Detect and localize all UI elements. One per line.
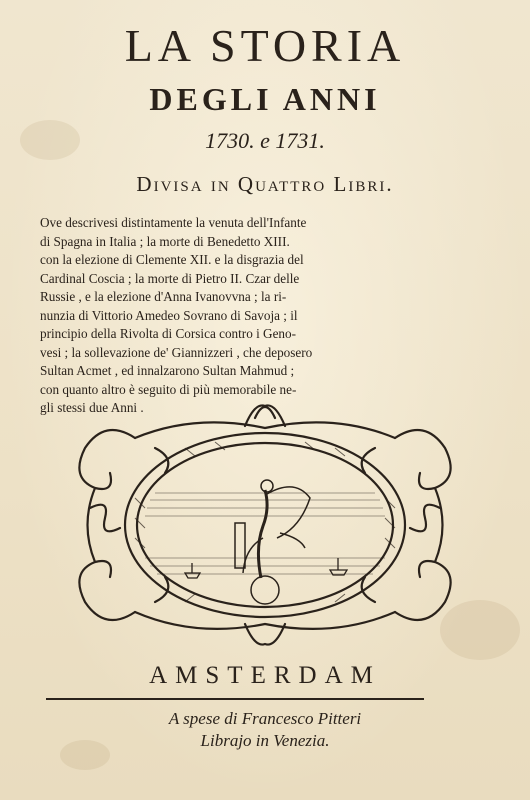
imprint-publisher: A spese di Francesco Pitteri — [168, 709, 362, 728]
summary-line: Russie , e la elezione d'Anna Ivanovvna ; la ri- — [40, 289, 287, 304]
summary-line: di Spagna in Italia ; la morte di Benedetto XIII. — [40, 233, 290, 249]
years-line: 1730. e 1731. — [205, 128, 325, 153]
divider-rule — [46, 698, 424, 700]
summary-line: Cardinal Coscia ; la morte di Pietro II. Czar delle — [40, 270, 300, 286]
printer-device-woodcut-icon — [65, 398, 465, 652]
summary-line: nunzia di Vittorio Amedeo Sovrano di Savoja ; il — [40, 307, 298, 323]
imprint-bookseller: Librajo in Venezia. — [200, 731, 330, 750]
summary-line: con la elezione di Clemente XII. e la disgrazia del — [40, 252, 304, 267]
imprint-city: AMSTERDAM — [149, 662, 381, 689]
summary-line: principio della Rivolta di Corsica contro i Geno- — [40, 326, 296, 341]
subtitle: DEGLI ANNI — [149, 81, 381, 117]
division-line: Divisa in Quattro Libri. — [136, 172, 394, 196]
summary-line: gli stessi due Anni . — [40, 400, 144, 415]
summary-line: vesi ; la sollevazione de' Giannizzeri , che deposero — [40, 344, 313, 360]
summary-line: con quanto altro è seguito di più memorabile ne- — [40, 381, 297, 397]
summary-line: Ove descrivesi distintamente la venuta dell'Infante — [40, 215, 307, 230]
summary-paragraph — [40, 214, 470, 418]
main-title: LA STORIA — [124, 20, 406, 71]
summary-line: Sultan Acmet , ed innalzarono Sultan Mahmud ; — [40, 363, 295, 378]
